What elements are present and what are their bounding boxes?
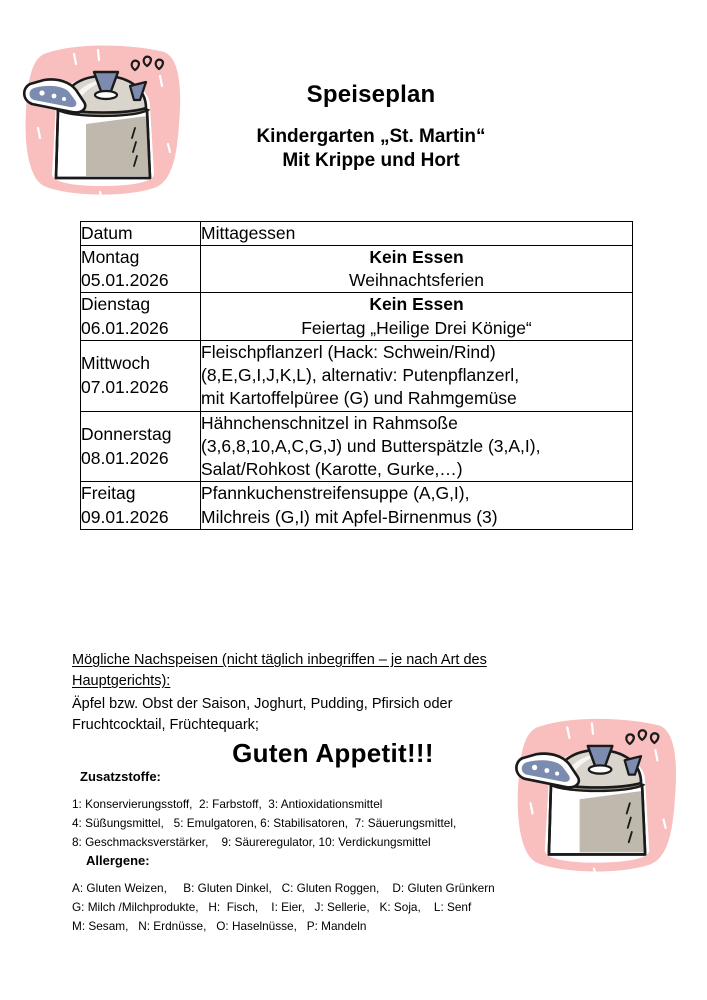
additives-heading: Zusatzstoffe: — [80, 769, 161, 784]
dessert-line-2: Fruchtcocktail, Früchtequark; — [72, 716, 259, 733]
menu-weekday: Freitag — [81, 483, 136, 504]
table-header-row — [81, 222, 633, 246]
clipart-handle-dot-2 — [52, 94, 57, 99]
column-header-meal: Mittagessen — [201, 222, 633, 246]
clipart-handle-dot-3 — [62, 97, 66, 101]
menu-meal-highlight: Kein Essen — [369, 246, 464, 267]
menu-meal-cell — [201, 411, 633, 482]
page-title: Speiseplan — [306, 81, 436, 108]
additives-line-1: 1: Konservierungsstoff, 2: Farbstoff, 3: Antioxidationsmittel — [72, 797, 383, 811]
clipart-handle-dot-1 — [532, 765, 537, 770]
table-row — [81, 482, 633, 530]
menu-date: 06.01.2026 — [81, 317, 169, 338]
menu-date: 09.01.2026 — [81, 506, 169, 527]
menu-meal-line: (8,E,G,I,J,K,L), alternativ: Putenpflanzerl, — [201, 365, 520, 386]
table-row — [81, 245, 633, 293]
additives-section — [72, 769, 572, 852]
allergens-line-2: G: Milch /Milchprodukte, H: Fisch, I: Eier, J: Sellerie, K: Soja, L: Senf — [72, 900, 472, 915]
menu-meal-cell — [201, 482, 633, 530]
menu-meal-line: Feiertag „Heilige Drei Könige“ — [301, 317, 532, 338]
clipart-handle-dot-2 — [544, 768, 549, 773]
menu-weekday: Mittwoch — [81, 353, 151, 374]
menu-meal-cell — [201, 245, 633, 293]
menu-weekday: Donnerstag — [81, 424, 172, 445]
clipart-handle-dot-1 — [39, 90, 44, 95]
menu-meal-line: (3,6,8,10,A,C,G,J) und Butterspätzle (3,A,I), — [201, 435, 541, 456]
menu-meal-line: Weihnachtsferien — [349, 270, 484, 291]
clipart-valve-base — [589, 765, 612, 773]
weekly-menu-table — [80, 221, 633, 530]
menu-date-cell — [81, 482, 201, 530]
clipart-pot-body-shading — [86, 116, 150, 176]
menu-meal-line: Hähnchenschnitzel in Rahmsoße — [201, 412, 458, 433]
menu-date-cell — [81, 293, 201, 341]
menu-weekday: Montag — [81, 246, 140, 267]
pressure-cooker-illustration-top — [14, 32, 190, 200]
menu-date: 07.01.2026 — [81, 376, 169, 397]
document-subtitle-institution: Kindergarten „St. Martin“ — [256, 126, 486, 148]
menu-meal-line: Pfannkuchenstreifensuppe (A,G,I), — [201, 483, 470, 504]
allergens-line-1: A: Gluten Weizen, B: Gluten Dinkel, C: Gluten Roggen, D: Gluten Grünkern — [72, 881, 495, 895]
menu-date-cell — [81, 340, 201, 411]
menu-meal-line: Fleischpflanzerl (Hack: Schwein/Rind) — [201, 341, 496, 362]
menu-meal-line: Milchreis (G,I) mit Apfel-Birnenmus (3) — [201, 506, 498, 527]
additives-line-3: 8: Geschmacksverstärker, 9: Säureregulator, 10: Verdickungsmittel — [72, 835, 431, 850]
menu-date: 05.01.2026 — [81, 270, 169, 291]
dessert-line-1: Äpfel bzw. Obst der Saison, Joghurt, Pudding, Pfirsich oder — [72, 695, 453, 712]
allergens-heading: Allergene: — [86, 853, 150, 868]
menu-meal-highlight: Kein Essen — [369, 294, 464, 315]
additives-list — [72, 795, 572, 852]
table-row — [81, 340, 633, 411]
menu-date-cell — [81, 245, 201, 293]
clipart-handle-dot-3 — [555, 772, 559, 776]
document-subtitle-groups: Mit Krippe und Hort — [282, 149, 460, 171]
table-row — [81, 411, 633, 482]
clipart-pot-body-shading — [580, 791, 646, 852]
clipart-valve-base — [95, 91, 117, 99]
menu-meal-cell — [201, 340, 633, 411]
menu-table-body — [81, 222, 633, 530]
pressure-cooker-illustration-bottom — [503, 705, 689, 877]
menu-meal-line: mit Kartoffelpüree (G) und Rahmgemüse — [201, 388, 517, 409]
dessert-heading: Mögliche Nachspeisen (nicht täglich inbegriffen – je nach Art des Hauptgerichts): — [72, 652, 487, 690]
menu-meal-cell — [201, 293, 633, 341]
menu-weekday: Dienstag — [81, 294, 151, 315]
menu-date-cell — [81, 411, 201, 482]
menu-meal-line: Salat/Rohkost (Karotte, Gurke,…) — [201, 459, 463, 480]
document-header — [176, 82, 566, 172]
table-row — [81, 293, 633, 341]
column-header-date: Datum — [81, 222, 201, 246]
allergens-list — [72, 879, 582, 936]
additives-line-2: 4: Süßungsmittel, 5: Emulgatoren, 6: Stabilisatoren, 7: Säuerungsmittel, — [72, 816, 457, 831]
allergens-line-3: M: Sesam, N: Erdnüsse, O: Haselnüsse, P: Mandeln — [72, 919, 367, 934]
bon-appetit-message: Guten Appetit!!! — [232, 738, 434, 768]
menu-date: 08.01.2026 — [81, 447, 169, 468]
